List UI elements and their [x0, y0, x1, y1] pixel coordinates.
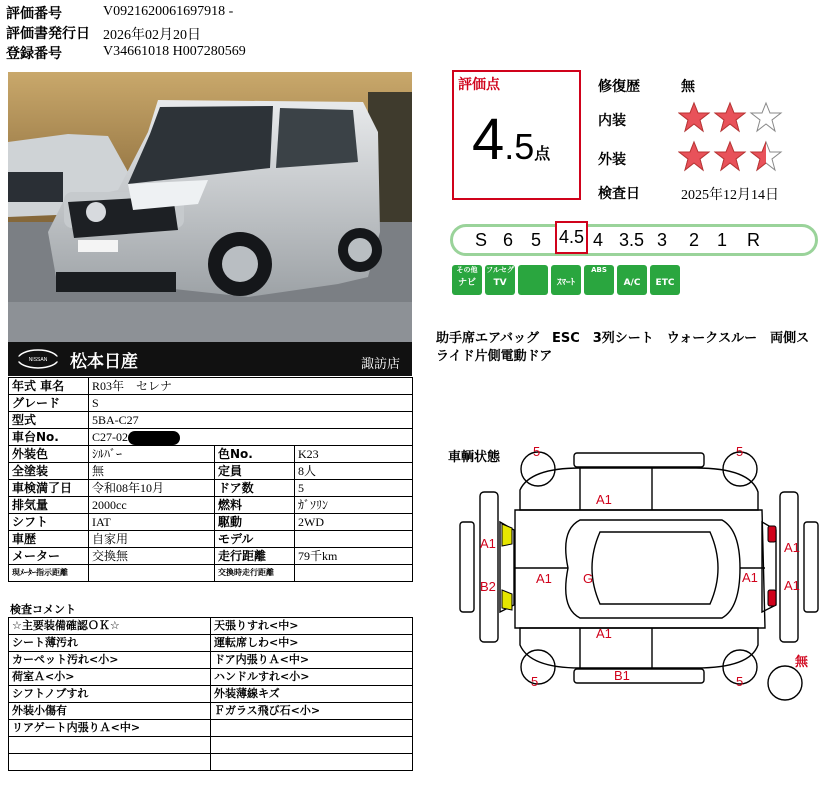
interior-stars — [678, 100, 788, 138]
comments-title: 検査コメント — [10, 603, 76, 616]
model — [295, 531, 413, 548]
fuel-label: 燃料 — [215, 497, 295, 514]
table-row — [9, 463, 413, 480]
table-row — [9, 412, 413, 429]
table-row — [9, 669, 413, 686]
grade-item: 3.5 — [619, 230, 645, 250]
svg-text:NISSAN: NISSAN — [28, 356, 48, 363]
star-icon — [715, 103, 745, 131]
score-label: 評価点 — [458, 77, 500, 93]
exterior-label: 外装 — [598, 152, 626, 168]
grade-item: 2 — [689, 230, 700, 250]
grade-item: R — [747, 230, 760, 250]
drive-label: 駆動 — [215, 514, 295, 531]
comment-cell: 天張りすれ<中> — [211, 618, 413, 635]
history: 自家用 — [89, 531, 215, 548]
mark-a1: A1 — [596, 492, 612, 507]
reg-no-label: 登録番号 — [6, 46, 62, 62]
displacement: 2000cc — [89, 497, 215, 514]
repaint: 無 — [89, 463, 215, 480]
grade-item: 5 — [531, 230, 542, 250]
mileage-label: 走行距離 — [215, 548, 295, 565]
mark-b2: B2 — [480, 579, 496, 594]
mark-5: 5 — [736, 674, 744, 689]
reg-no: V34661018 H007280569 — [103, 44, 246, 59]
redaction — [128, 431, 180, 445]
taillamp-right-bottom — [768, 590, 776, 606]
grade-item: 3 — [657, 230, 668, 250]
table-row — [9, 652, 413, 669]
table-row — [9, 548, 413, 565]
star-icon — [715, 142, 745, 170]
exchange-meter-label: 交換時走行距離 — [215, 565, 295, 582]
spare-none-mark: 無 — [795, 654, 809, 669]
displacement-label: 排気量 — [9, 497, 89, 514]
chassis-label: 車台No. — [9, 429, 89, 446]
inspection-label: 車検満了日 — [9, 480, 89, 497]
grade-item: S — [475, 230, 488, 250]
grade-item: 6 — [503, 230, 514, 250]
score-box — [452, 70, 581, 200]
comment-cell: ☆主要装備確認ＯＫ☆ — [9, 618, 211, 635]
inspection: 令和08年10月 — [89, 480, 215, 497]
star-icon — [751, 142, 781, 170]
dealer-name: 松本日産 — [70, 352, 138, 372]
comment-cell — [211, 737, 413, 754]
headlamp-left-bottom — [502, 590, 512, 610]
inspect-date: 2025年12月14日 — [681, 188, 779, 203]
color: ｼﾙﾊﾞｰ — [89, 446, 215, 463]
table-row — [9, 395, 413, 412]
drive: 2WD — [295, 514, 413, 531]
comment-cell: シフトノブすれ — [9, 686, 211, 703]
exchange-meter — [295, 565, 413, 582]
doors-label: ドア数 — [215, 480, 295, 497]
spec-table — [8, 377, 413, 582]
comment-cell — [211, 754, 413, 771]
grade-label: グレード — [9, 395, 89, 412]
eval-no: V0921620061697918 - — [103, 4, 234, 19]
year-model-label: 年式 車名 — [9, 378, 89, 395]
color-no-label: 色No. — [215, 446, 295, 463]
navi-icon: その他 ナビ — [452, 265, 482, 295]
table-row — [9, 565, 413, 582]
taillamp-right-top — [768, 526, 776, 542]
abs-icon: ABS — [584, 265, 614, 295]
comment-cell — [9, 754, 211, 771]
mark-b1: B1 — [614, 668, 630, 683]
repair-value: 無 — [681, 79, 695, 95]
shift: IAT — [89, 514, 215, 531]
chassis: C27-02 — [89, 429, 413, 446]
comment-cell: リアゲート内張りＡ<中> — [9, 720, 211, 737]
mark-a1: A1 — [536, 571, 552, 586]
condition-title: 車輌状態 — [448, 450, 501, 465]
mark-5: 5 — [736, 444, 744, 459]
doors: 5 — [295, 480, 413, 497]
model-label: モデル — [215, 531, 295, 548]
mark-a1: A1 — [784, 578, 800, 593]
table-row — [9, 635, 413, 652]
table-row — [9, 720, 413, 737]
comment-cell: 運転席しわ<中> — [211, 635, 413, 652]
interior-label: 内装 — [598, 113, 626, 129]
table-row — [9, 618, 413, 635]
mileage: 79千km — [295, 548, 413, 565]
mark-5: 5 — [533, 444, 541, 459]
issue-date: 2026年02月20日 — [103, 28, 201, 43]
nissan-logo-icon — [16, 349, 60, 369]
table-row — [9, 531, 413, 548]
grade-item: 1 — [717, 230, 728, 250]
fuel: ｶﾞｿﾘﾝ — [295, 497, 413, 514]
grade-item: 4.5 — [555, 221, 588, 254]
inspect-date-label: 検査日 — [598, 186, 640, 202]
comment-cell: カーペット汚れ<小> — [9, 652, 211, 669]
table-row — [9, 429, 413, 446]
star-icon — [679, 103, 709, 131]
table-row — [9, 703, 413, 720]
star-icon — [751, 103, 781, 131]
mark-5: 5 — [531, 674, 539, 689]
star-rating — [678, 139, 788, 173]
comment-cell: 外装薄線キズ — [211, 686, 413, 703]
repaint-label: 全塗装 — [9, 463, 89, 480]
capacity-label: 定員 — [215, 463, 295, 480]
meter-label: メーター — [9, 548, 89, 565]
grade-scale-bar — [450, 224, 818, 256]
spare-tire — [768, 666, 802, 700]
dealer-branch: 諏訪店 — [360, 357, 400, 372]
type-label: 型式 — [9, 412, 89, 429]
capacity: 8人 — [295, 463, 413, 480]
score-value: 4.5点 — [472, 107, 551, 172]
comment-cell: ハンドルすれ<小> — [211, 669, 413, 686]
comment-cell: Ｆガラス飛び石<小> — [211, 703, 413, 720]
ac-icon: A/C — [617, 265, 647, 295]
eval-no-label: 評価番号 — [6, 6, 62, 22]
table-row — [9, 686, 413, 703]
comment-cell: ドア内張りＡ<中> — [211, 652, 413, 669]
etc-icon: ETC — [650, 265, 680, 295]
table-row — [9, 514, 413, 531]
history-label: 車歴 — [9, 531, 89, 548]
mark-a1: A1 — [596, 626, 612, 641]
mark-g: G — [583, 571, 594, 586]
comment-cell: 外装小傷有 — [9, 703, 211, 720]
headlamp-left-top — [502, 524, 512, 546]
current-meter — [89, 565, 215, 582]
table-row — [9, 446, 413, 463]
table-row — [9, 480, 413, 497]
color-no: K23 — [295, 446, 413, 463]
car-photo — [8, 72, 412, 342]
exterior-stars — [678, 139, 788, 177]
comment-cell: 荷室Ａ<小> — [9, 669, 211, 686]
comments-table — [8, 617, 413, 771]
mark-a1: A1 — [480, 536, 496, 551]
year-model: R03年 セレナ — [89, 378, 413, 395]
shift-label: シフト — [9, 514, 89, 531]
smart-key-icon: ｽﾏｰﾄ — [551, 265, 581, 295]
type: 5BA-C27 — [89, 412, 413, 429]
table-row — [9, 497, 413, 514]
condition-diagram — [440, 440, 825, 801]
meter: 交換無 — [89, 548, 215, 565]
table-row — [9, 754, 413, 771]
comment-cell: シート薄汚れ — [9, 635, 211, 652]
comment-cell — [211, 720, 413, 737]
comment-cell — [9, 737, 211, 754]
table-row — [9, 737, 413, 754]
mark-a1: A1 — [742, 570, 758, 585]
grade: S — [89, 395, 413, 412]
star-icon — [679, 142, 709, 170]
equipment-list: 助手席エアバッグ ESC 3列シート ウォークスルー 両側スライド片側電動ドア — [436, 331, 810, 364]
tv-icon: フルセグ TV — [485, 265, 515, 295]
grade-item: 4 — [593, 230, 604, 250]
dealer-banner — [8, 342, 412, 376]
star-rating — [678, 100, 788, 134]
current-meter-label: 現ﾒｰﾀｰ指示距離 — [9, 565, 89, 582]
issue-date-label: 評価書発行日 — [6, 26, 90, 42]
color-label: 外装色 — [9, 446, 89, 463]
repair-label: 修復歴 — [598, 79, 640, 95]
table-row — [9, 378, 413, 395]
etc-card-icon — [518, 265, 548, 295]
mark-a1: A1 — [784, 540, 800, 555]
